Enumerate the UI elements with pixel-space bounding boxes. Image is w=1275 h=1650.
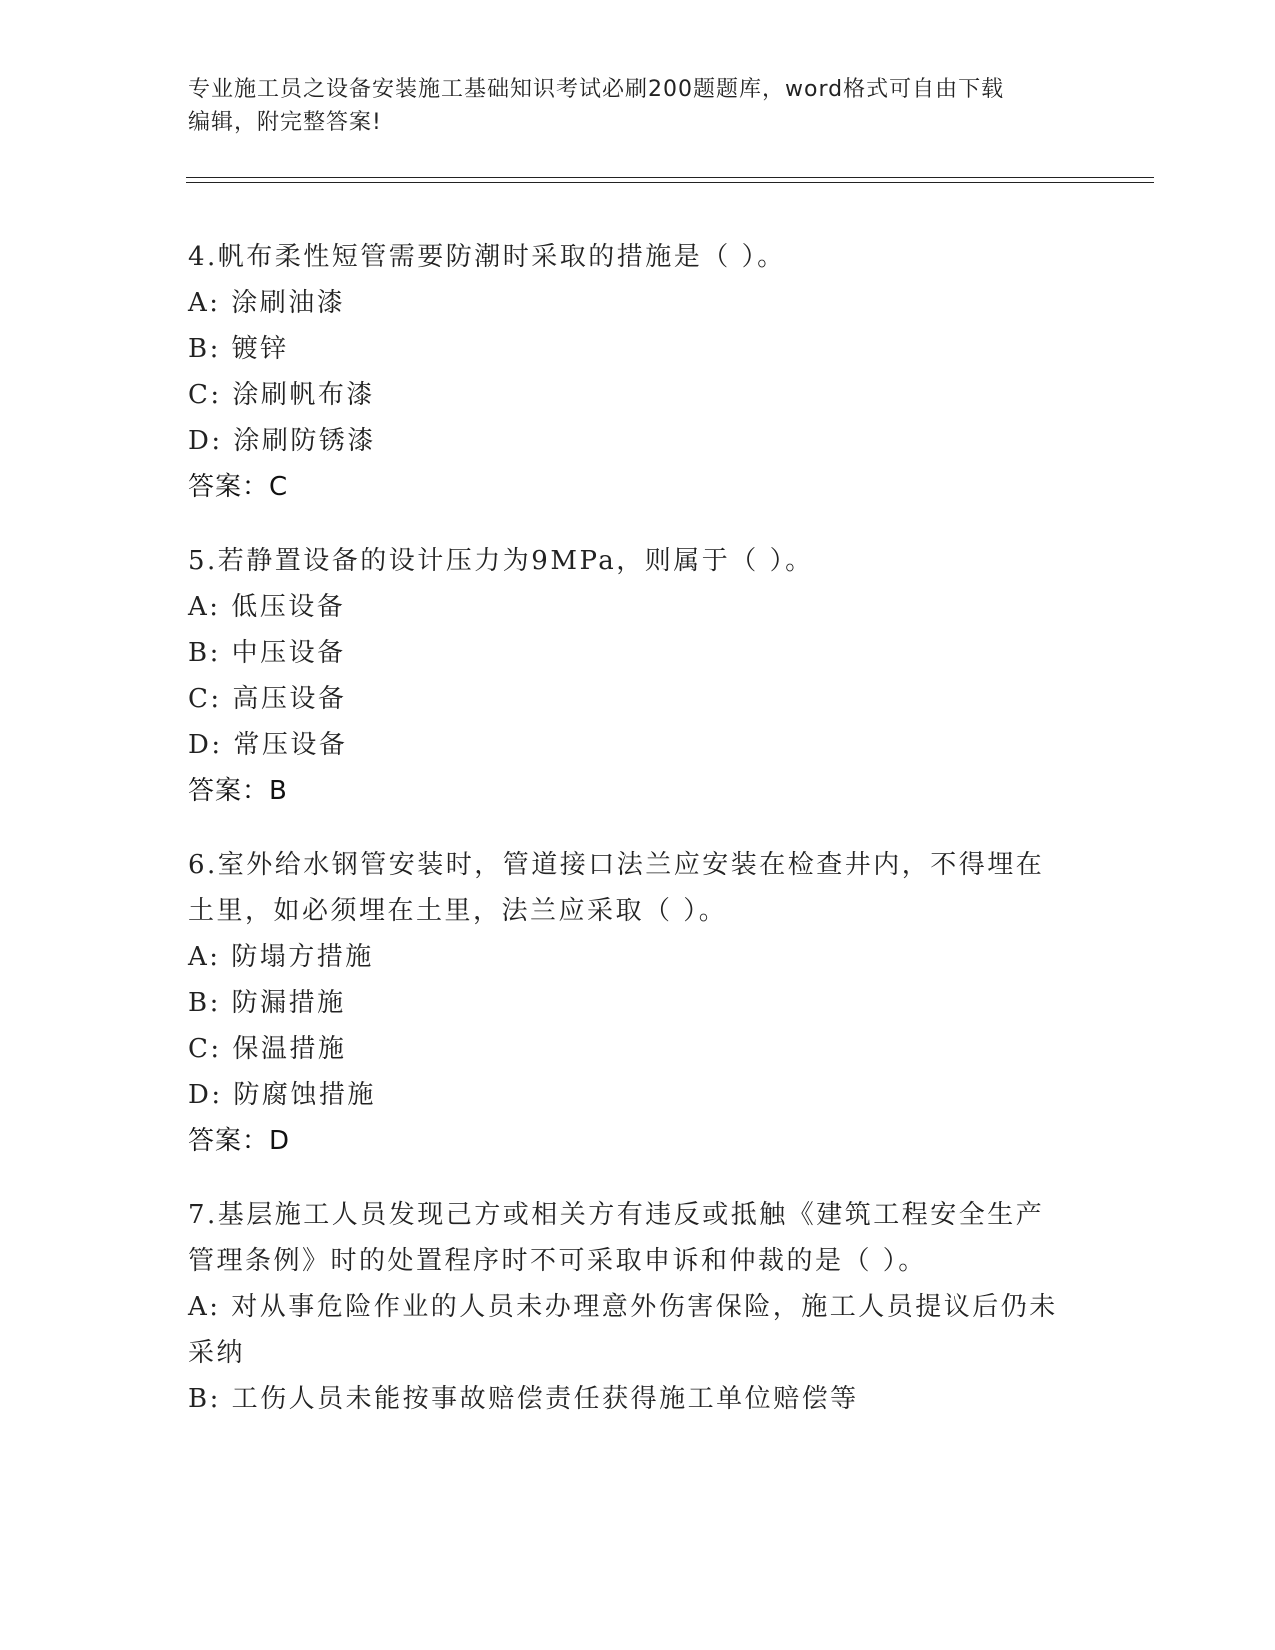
option-b: B: 防漏措施	[188, 988, 346, 1018]
option-c: C: 高压设备	[188, 684, 347, 714]
option-b: B: 工伤人员未能按事故赔偿责任获得施工单位赔偿等	[188, 1384, 859, 1414]
question-6	[188, 842, 1088, 1164]
option-b: B: 中压设备	[188, 638, 346, 668]
answer: 答案：D	[188, 1126, 291, 1156]
header-line-2: 编辑，附完整答案!	[188, 110, 382, 135]
option-c: C: 保温措施	[188, 1034, 347, 1064]
question-text-line-1: 7.基层施工人员发现己方或相关方有违反或抵触《建筑工程安全生产	[188, 1200, 1045, 1230]
option-a-line-1: A: 对从事危险作业的人员未办理意外伤害保险，施工人员提议后仍未	[188, 1292, 1058, 1322]
option-b: B: 镀锌	[188, 334, 289, 364]
header-line-1: 专业施工员之设备安装施工基础知识考试必刷200题题库，word格式可自由下载	[188, 77, 1005, 102]
option-a: A: 防塌方措施	[188, 942, 374, 972]
option-a: A: 低压设备	[188, 592, 346, 622]
header-divider-bottom	[186, 182, 1154, 183]
question-5	[188, 538, 1088, 814]
option-d: D: 涂刷防锈漆	[188, 426, 376, 456]
question-7	[188, 1192, 1088, 1422]
option-c: C: 涂刷帆布漆	[188, 380, 375, 410]
document-header	[188, 73, 1068, 139]
option-d: D: 防腐蚀措施	[188, 1080, 376, 1110]
header-divider-top	[186, 177, 1154, 178]
option-d: D: 常压设备	[188, 730, 348, 760]
question-list	[188, 234, 1088, 1450]
answer: 答案：B	[188, 776, 288, 806]
option-a: A: 涂刷油漆	[188, 288, 346, 318]
question-text: 4.帆布柔性短管需要防潮时采取的措施是（ ）。	[188, 242, 786, 272]
option-a-line-2: 采纳	[188, 1338, 246, 1368]
question-text-line-1: 6.室外给水钢管安装时，管道接口法兰应安装在检查井内，不得埋在	[188, 850, 1045, 880]
question-text-line-2: 管理条例》时的处置程序时不可采取申诉和仲裁的是（ ）。	[188, 1246, 927, 1276]
question-text: 5.若静置设备的设计压力为9MPa，则属于（ ）。	[188, 546, 814, 576]
answer: 答案：C	[188, 472, 289, 502]
question-4	[188, 234, 1088, 510]
question-text-line-2: 土里，如必须埋在土里，法兰应采取（ ）。	[188, 896, 728, 926]
